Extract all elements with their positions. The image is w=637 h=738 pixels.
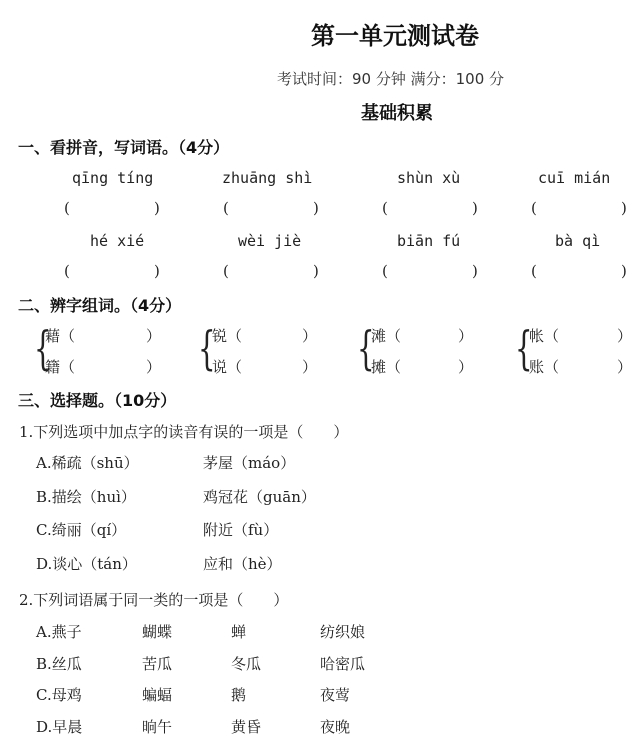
brace-icon: { [198, 321, 216, 375]
q1-option-c-word2: 附近（fù） [203, 521, 279, 539]
brace-icon: { [515, 321, 533, 375]
page-title: 第一单元测试卷 [311, 22, 479, 50]
q1-option-b[interactable]: B.描绘（huì） [36, 488, 136, 506]
answer-blank[interactable]: ） [302, 327, 318, 345]
q1-option-a[interactable]: A.稀疏（shū） [36, 454, 139, 472]
pinyin-6: wèi jiè [238, 232, 302, 250]
pinyin-1: qīng tíng [72, 169, 154, 187]
answer-blank[interactable]: ） [458, 358, 474, 376]
q1-option-c[interactable]: C.绮丽（qí） [36, 521, 127, 539]
pinyin-7: biān fú [397, 232, 461, 250]
brace-icon: { [34, 321, 52, 375]
pinyin-5: hé xié [90, 232, 145, 250]
q1-option-b-word2: 鸡冠花（guān） [203, 488, 316, 506]
answer-blank[interactable]: ） [146, 327, 162, 345]
pinyin-2: zhuāng shì [222, 169, 313, 187]
q1-option-d-word2: 应和（hè） [203, 555, 282, 573]
brace-icon: { [357, 321, 375, 375]
answer-blank[interactable]: ） [617, 327, 633, 345]
section3-heading: 三、选择题。（10分） [18, 391, 177, 410]
q1-option-a-word2: 茅屋（máo） [203, 454, 296, 472]
answer-blank[interactable]: ） [302, 358, 318, 376]
section2-heading: 二、辨字组词。（4分） [18, 296, 182, 315]
answer-blank[interactable]: ） [617, 358, 633, 376]
question-2-stem: 2.下列词语属于同一类的一项是（ ） [19, 591, 289, 609]
pinyin-3: shùn xù [397, 169, 461, 187]
answer-blank[interactable]: ） [458, 327, 474, 345]
answer-blank[interactable]: ） [146, 358, 162, 376]
pinyin-8: bà qì [555, 232, 601, 250]
question-1-stem: 1.下列选项中加点字的读音有误的一项是（ ） [19, 423, 349, 441]
q1-option-d[interactable]: D.谈心（tán） [36, 555, 137, 573]
exam-meta: 考试时间：90 分钟 满分：100 分 [277, 70, 505, 88]
section1-heading: 一、看拼音，写词语。（4分） [18, 138, 230, 157]
pinyin-4: cuī mián [538, 169, 611, 187]
section-subtitle: 基础积累 [361, 103, 433, 124]
